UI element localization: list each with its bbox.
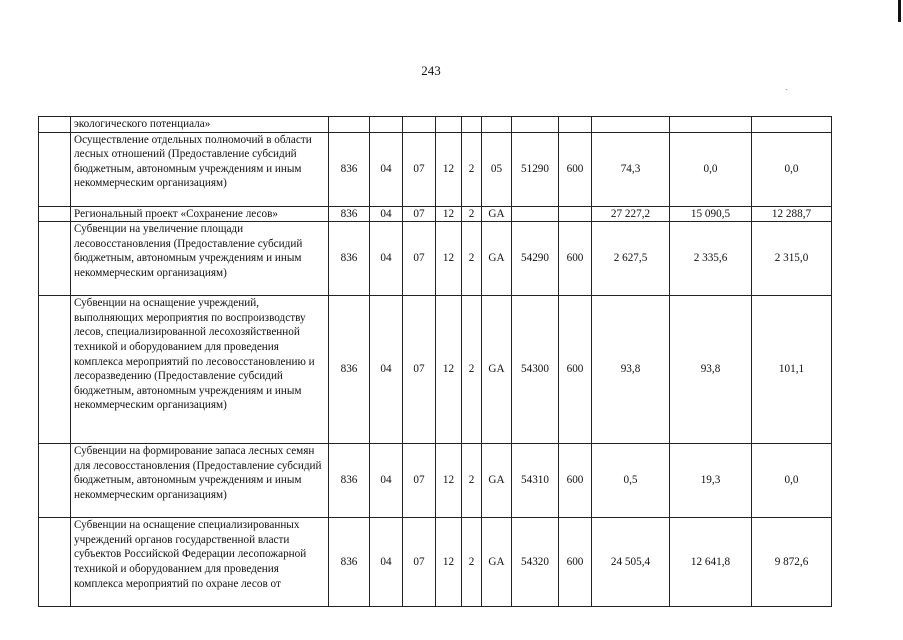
amount-year-1: 74,3 xyxy=(592,132,670,206)
section-code: 04 xyxy=(370,444,403,518)
subsection-code: 07 xyxy=(403,132,436,206)
subprogram-code: 2 xyxy=(462,222,482,296)
amount-year-3: 0,0 xyxy=(752,444,832,518)
expense-type-code: 600 xyxy=(559,518,592,607)
amount-year-1: 0,5 xyxy=(592,444,670,518)
row-name: Региональный проект «Сохранение лесов» xyxy=(71,206,329,222)
empty-cell xyxy=(39,222,71,296)
row-name: Субвенции на оснащение учреждений, выполняющих мероприятия по воспроизводству лесов, специализированной лесохозяйственной техникой и оборудованием для проведения комплекса мероприятий по лесовосстановлению и лесоразведению (Предоставление субсидий бюджетным, автономным учреждениям и иным некоммерческим организациям) xyxy=(71,296,329,444)
direction-code xyxy=(512,206,559,222)
section-code: 04 xyxy=(370,132,403,206)
ministry-code: 836 xyxy=(329,444,370,518)
program-code: 12 xyxy=(436,444,462,518)
project-code: 05 xyxy=(482,132,512,206)
ministry-code: 836 xyxy=(329,132,370,206)
amount-year-1: 93,8 xyxy=(592,296,670,444)
empty-cell xyxy=(39,444,71,518)
scan-mark: ˏ xyxy=(785,80,789,91)
ministry-code: 836 xyxy=(329,296,370,444)
section-code: 04 xyxy=(370,222,403,296)
amount-year-2 xyxy=(670,117,752,133)
amount-year-3: 0,0 xyxy=(752,132,832,206)
subprogram-code: 2 xyxy=(462,444,482,518)
direction-code: 51290 xyxy=(512,132,559,206)
amount-year-1: 2 627,5 xyxy=(592,222,670,296)
row-name: Осуществление отдельных полномочий в области лесных отношений (Предоставление субсидий бюджетным, автономным учреждениям и иным некоммерческим организациям) xyxy=(71,132,329,206)
table-row xyxy=(39,444,832,518)
direction-code xyxy=(512,117,559,133)
subsection-code: 07 xyxy=(403,222,436,296)
ministry-code: 836 xyxy=(329,222,370,296)
empty-cell xyxy=(39,206,71,222)
amount-year-2: 15 090,5 xyxy=(670,206,752,222)
ministry-code: 836 xyxy=(329,206,370,222)
expense-type-code: 600 xyxy=(559,444,592,518)
expense-type-code: 600 xyxy=(559,296,592,444)
expense-type-code: 600 xyxy=(559,132,592,206)
section-code: 04 xyxy=(370,296,403,444)
subsection-code: 07 xyxy=(403,444,436,518)
amount-year-3: 12 288,7 xyxy=(752,206,832,222)
empty-cell xyxy=(39,518,71,607)
amount-year-1: 24 505,4 xyxy=(592,518,670,607)
amount-year-2: 0,0 xyxy=(670,132,752,206)
amount-year-2: 2 335,6 xyxy=(670,222,752,296)
budget-table xyxy=(38,116,832,607)
amount-year-2: 93,8 xyxy=(670,296,752,444)
program-code xyxy=(436,117,462,133)
table-row xyxy=(39,518,832,607)
project-code xyxy=(482,117,512,133)
section-code: 04 xyxy=(370,206,403,222)
row-name: Субвенции на оснащение специализированных учреждений органов государственной власти субъектов Российской Федерации лесопожарной техникой и оборудованием для проведения комплекса мероприятий по охране лесов от xyxy=(71,518,329,607)
direction-code: 54310 xyxy=(512,444,559,518)
page-number: 243 xyxy=(421,63,441,78)
row-name: Субвенции на формирование запаса лесных семян для лесовосстановления (Предоставление субсидий бюджетным, автономным учреждениям и иным некоммерческим организациям) xyxy=(71,444,329,518)
table-row xyxy=(39,296,832,444)
amount-year-3 xyxy=(752,117,832,133)
project-code: GA xyxy=(482,222,512,296)
ministry-code: 836 xyxy=(329,518,370,607)
program-code: 12 xyxy=(436,296,462,444)
program-code: 12 xyxy=(436,518,462,607)
table-row xyxy=(39,117,832,133)
subprogram-code: 2 xyxy=(462,296,482,444)
amount-year-2: 19,3 xyxy=(670,444,752,518)
empty-cell xyxy=(39,132,71,206)
table-row xyxy=(39,206,832,222)
amount-year-3: 101,1 xyxy=(752,296,832,444)
page-edge-bar xyxy=(898,0,901,22)
amount-year-3: 2 315,0 xyxy=(752,222,832,296)
expense-type-code: 600 xyxy=(559,222,592,296)
section-code: 04 xyxy=(370,518,403,607)
subprogram-code xyxy=(462,117,482,133)
row-name: Субвенции на увеличение площади лесовосстановления (Предоставление субсидий бюджетным, автономным учреждениям и иным некоммерческим организациям) xyxy=(71,222,329,296)
empty-cell xyxy=(39,296,71,444)
amount-year-3: 9 872,6 xyxy=(752,518,832,607)
project-code: GA xyxy=(482,518,512,607)
expense-type-code xyxy=(559,206,592,222)
direction-code: 54300 xyxy=(512,296,559,444)
subsection-code: 07 xyxy=(403,518,436,607)
program-code: 12 xyxy=(436,132,462,206)
amount-year-1: 27 227,2 xyxy=(592,206,670,222)
direction-code: 54290 xyxy=(512,222,559,296)
expense-type-code xyxy=(559,117,592,133)
ministry-code xyxy=(329,117,370,133)
direction-code: 54320 xyxy=(512,518,559,607)
section-code xyxy=(370,117,403,133)
subprogram-code: 2 xyxy=(462,132,482,206)
subsection-code xyxy=(403,117,436,133)
project-code: GA xyxy=(482,296,512,444)
empty-cell xyxy=(39,117,71,133)
row-name: экологического потенциала» xyxy=(71,117,329,133)
program-code: 12 xyxy=(436,206,462,222)
project-code: GA xyxy=(482,444,512,518)
project-code: GA xyxy=(482,206,512,222)
table-row xyxy=(39,132,832,206)
subsection-code: 07 xyxy=(403,206,436,222)
subsection-code: 07 xyxy=(403,296,436,444)
subprogram-code: 2 xyxy=(462,518,482,607)
table-row xyxy=(39,222,832,296)
subprogram-code: 2 xyxy=(462,206,482,222)
amount-year-2: 12 641,8 xyxy=(670,518,752,607)
program-code: 12 xyxy=(436,222,462,296)
amount-year-1 xyxy=(592,117,670,133)
